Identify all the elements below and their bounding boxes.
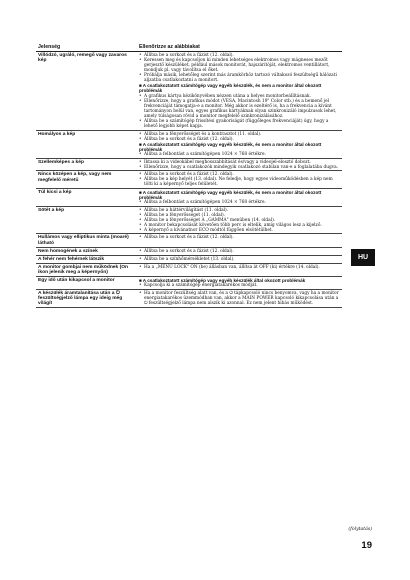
list-item: • Próbálja másik, lehetőleg szerint más áramkörhöz tartozó váltakozó feszültségű hálózati aljzatba csatlakoztatni a monitort. bbox=[144, 73, 340, 83]
list-item: • Állítsa be a sorkozt és a fázist (12. oldal). bbox=[144, 235, 340, 240]
table-row bbox=[36, 234, 342, 247]
symptom-cell: Nem homogének a színek bbox=[36, 247, 137, 255]
cause-heading-text: A csatlakoztatott számítógép vagy egyéb készülék, és nem a monitor által okozott problémák bbox=[139, 189, 322, 200]
list-item: • A monitor bekapcsolását követően több perc is eltelik, amíg világos lesz a kijelző. bbox=[144, 223, 340, 228]
troubleshooting-table bbox=[36, 43, 342, 308]
list-item: • Állítsa a felbontást a számítógépen 1024 × 768 értékre. bbox=[144, 200, 340, 205]
table-row bbox=[36, 130, 342, 158]
table-row bbox=[36, 247, 342, 255]
cause-heading-text: A csatlakoztatott számítógép vagy egyéb készülék által okozott problémák bbox=[142, 277, 306, 283]
symptom-cell: Hullámos vagy elliptikus minta (moaré) látható bbox=[36, 234, 137, 247]
symptom-cell: Villódzó, ugráló, remegő vagy zavaros kép bbox=[36, 52, 137, 131]
check-cell bbox=[137, 247, 342, 255]
list-item: • Kapcsolja ki a számítógép energiatakarékos módját. bbox=[144, 283, 340, 288]
check-list bbox=[139, 208, 340, 233]
cause-heading bbox=[139, 190, 340, 200]
check-list bbox=[139, 160, 340, 170]
troubleshooting-page bbox=[36, 43, 342, 308]
list-item: • Ha a „MENU LOCK" ON (be) állásban van, állítsa át OFF (ki) értékre (14. oldal). bbox=[144, 265, 340, 270]
check-cell bbox=[137, 255, 342, 263]
list-item: • Iktassa ki a videokábel meghosszabbítását és/vagy a videojel-elosztó dobozt. bbox=[144, 160, 340, 165]
list-item: • Állítsa be a számítógép frissítési gyakoriságát (függőleges frekvenciáját) úgy, hogy a lehető legjobb képet kapja. bbox=[144, 119, 340, 129]
check-list bbox=[139, 265, 340, 270]
symptom-cell: Sötét a kép bbox=[36, 206, 137, 234]
check-cell bbox=[137, 130, 342, 158]
list-item: • Keressen meg és kapcsoljon ki minden lehetséges elektromos vagy mágneses mezőt gerjesztő készüléket, például mások monitorát, hajszárítóját, elektromos ventillátort, mondjuk pl. vagy távolítsa el őket. bbox=[144, 58, 340, 73]
symptom-cell: A készülék áramtalanítása után a ⏻ feszültségjelző lámpa egy ideig még világít bbox=[36, 289, 137, 308]
list-item: • Állítsa be a fényerősséget és a kontrasztot (11. oldal). bbox=[144, 132, 340, 137]
check-list bbox=[139, 283, 340, 288]
check-cell bbox=[137, 234, 342, 247]
cause-heading-text: A csatlakoztatott számítógép vagy egyéb készülék, és nem a monitor által okozott problémák bbox=[139, 83, 322, 94]
symptom-cell: A monitor gombjai nem működnek (On ikon jelenik meg a képernyőn) bbox=[36, 263, 137, 276]
table-row bbox=[36, 263, 342, 276]
table-row bbox=[36, 206, 342, 234]
square-bullet-icon: ■ bbox=[139, 189, 142, 195]
check-list bbox=[139, 257, 340, 262]
table-row bbox=[36, 171, 342, 189]
check-list bbox=[139, 291, 340, 306]
column-header-check: Ellenőrizze az alábbiakat bbox=[137, 43, 342, 52]
check-cell bbox=[137, 52, 342, 131]
cause-heading-text: A csatlakoztatott számítógép vagy egyéb készülék, és nem a monitor által okozott problémák bbox=[139, 141, 322, 152]
list-item: • Állítsa a felbontást a számítógépen 1024 × 768 értékre. bbox=[144, 152, 340, 157]
check-cell bbox=[137, 276, 342, 289]
check-cell bbox=[137, 158, 342, 171]
check-cell bbox=[137, 171, 342, 189]
list-item: • Ellenőrizze, hogy a grafikus módot (VESA, Macintosh 19" Color stb.) és a bemenő jel frekvenciáját támogatja-e a monitor. Még akkor is ezeltérő is, ha a frekvencia a kívánt tartományon belül van, egyes grafikus kártyáknak olyan szinkronizáló impulzusok lehet, amely túlságosan rövid a monitor megfelelő szinkronizálásához. bbox=[144, 99, 340, 119]
square-bullet-icon: ■ bbox=[139, 83, 142, 89]
check-list bbox=[139, 94, 340, 129]
check-list bbox=[139, 200, 340, 205]
cause-heading bbox=[139, 142, 340, 152]
square-bullet-icon: ■ bbox=[139, 277, 142, 283]
check-list bbox=[139, 235, 340, 240]
list-item: • Ellenőrizze, hogy a csatlakozók mindegyik csatlakozó stabilan van-e a foglalatába dugva. bbox=[144, 165, 340, 170]
symptom-cell: A fehér nem fehérnek látszik bbox=[36, 255, 137, 263]
list-item: • Állítsa be a színhőmérsékletet (13. oldal). bbox=[144, 257, 340, 262]
check-cell bbox=[137, 206, 342, 234]
list-item: • A képernyő a kívánatnor ECO módtól függően elsötétülhet. bbox=[144, 228, 340, 233]
cause-heading bbox=[139, 83, 340, 93]
symptom-cell: Homályos a kép bbox=[36, 130, 137, 158]
symptom-cell: Egy idő után kikapcsol a monitor bbox=[36, 276, 137, 289]
list-item: • Állítsa be a sorkozt és a fázist (12. oldal). bbox=[144, 249, 340, 254]
table-row bbox=[36, 52, 342, 131]
check-list bbox=[139, 172, 340, 187]
table-row bbox=[36, 255, 342, 263]
symptom-cell: Szellemképes a kép bbox=[36, 158, 137, 171]
list-item: • Állítsa be a fényerősséget A „GAMMA" menüben (14. oldal). bbox=[144, 218, 340, 223]
continued-note: (folytatás) bbox=[348, 527, 372, 532]
list-item: • Ha a monitor feszültség alatt van, és a ⏻ tápkapcsoló nincs benyomva, vagy ha a monitor energiatakarékos üzemmódban van, akkor a MAIN POWER kapcsoló kikapcsolása után a ⏻ feszültségjelző lámpa nem alszik ki azonnal. Ez nem jelent hibás működést. bbox=[144, 291, 340, 306]
list-item: • Állítsa be a sorkozt és a fázist (12. oldal). bbox=[144, 53, 340, 58]
list-item: • A grafikus kártya kézikönyvében nézzen utána a helyes monitorbeállításnak. bbox=[144, 94, 340, 99]
table-row bbox=[36, 289, 342, 308]
page-number: 19 bbox=[361, 540, 372, 551]
check-cell bbox=[137, 188, 342, 206]
check-cell bbox=[137, 263, 342, 276]
language-tab: HU bbox=[351, 249, 375, 266]
check-list bbox=[139, 152, 340, 157]
table-header-row bbox=[36, 43, 342, 52]
column-header-symptom: Jelenség bbox=[36, 43, 137, 52]
table-row bbox=[36, 188, 342, 206]
table-row bbox=[36, 158, 342, 171]
check-list bbox=[139, 249, 340, 254]
symptom-cell: Nincs középen a kép, vagy nem megfelelő méretű bbox=[36, 171, 137, 189]
check-cell bbox=[137, 289, 342, 308]
list-item: • Állítsa be a kép helyét (13. oldal). Ne feledje, hogy egyes videoműködésben a kép nem tölti ki a képernyő teljes felületét. bbox=[144, 177, 340, 187]
check-list bbox=[139, 53, 340, 83]
table-body bbox=[36, 52, 342, 308]
list-item: • Állítsa be a sorkozt és a fázist (12. oldal). bbox=[144, 172, 340, 177]
list-item: • Állítsa be a sorkozt és a fázist (12. oldal). bbox=[144, 137, 340, 142]
list-item: • Állítsa be a háttérvilágítást (11. oldal). bbox=[144, 208, 340, 213]
list-item: • Állítsa be a fényerősséget (11. oldal). bbox=[144, 213, 340, 218]
square-bullet-icon: ■ bbox=[139, 141, 142, 147]
symptom-cell: Túl kicsi a kép bbox=[36, 188, 137, 206]
check-list bbox=[139, 132, 340, 142]
table-row bbox=[36, 276, 342, 289]
